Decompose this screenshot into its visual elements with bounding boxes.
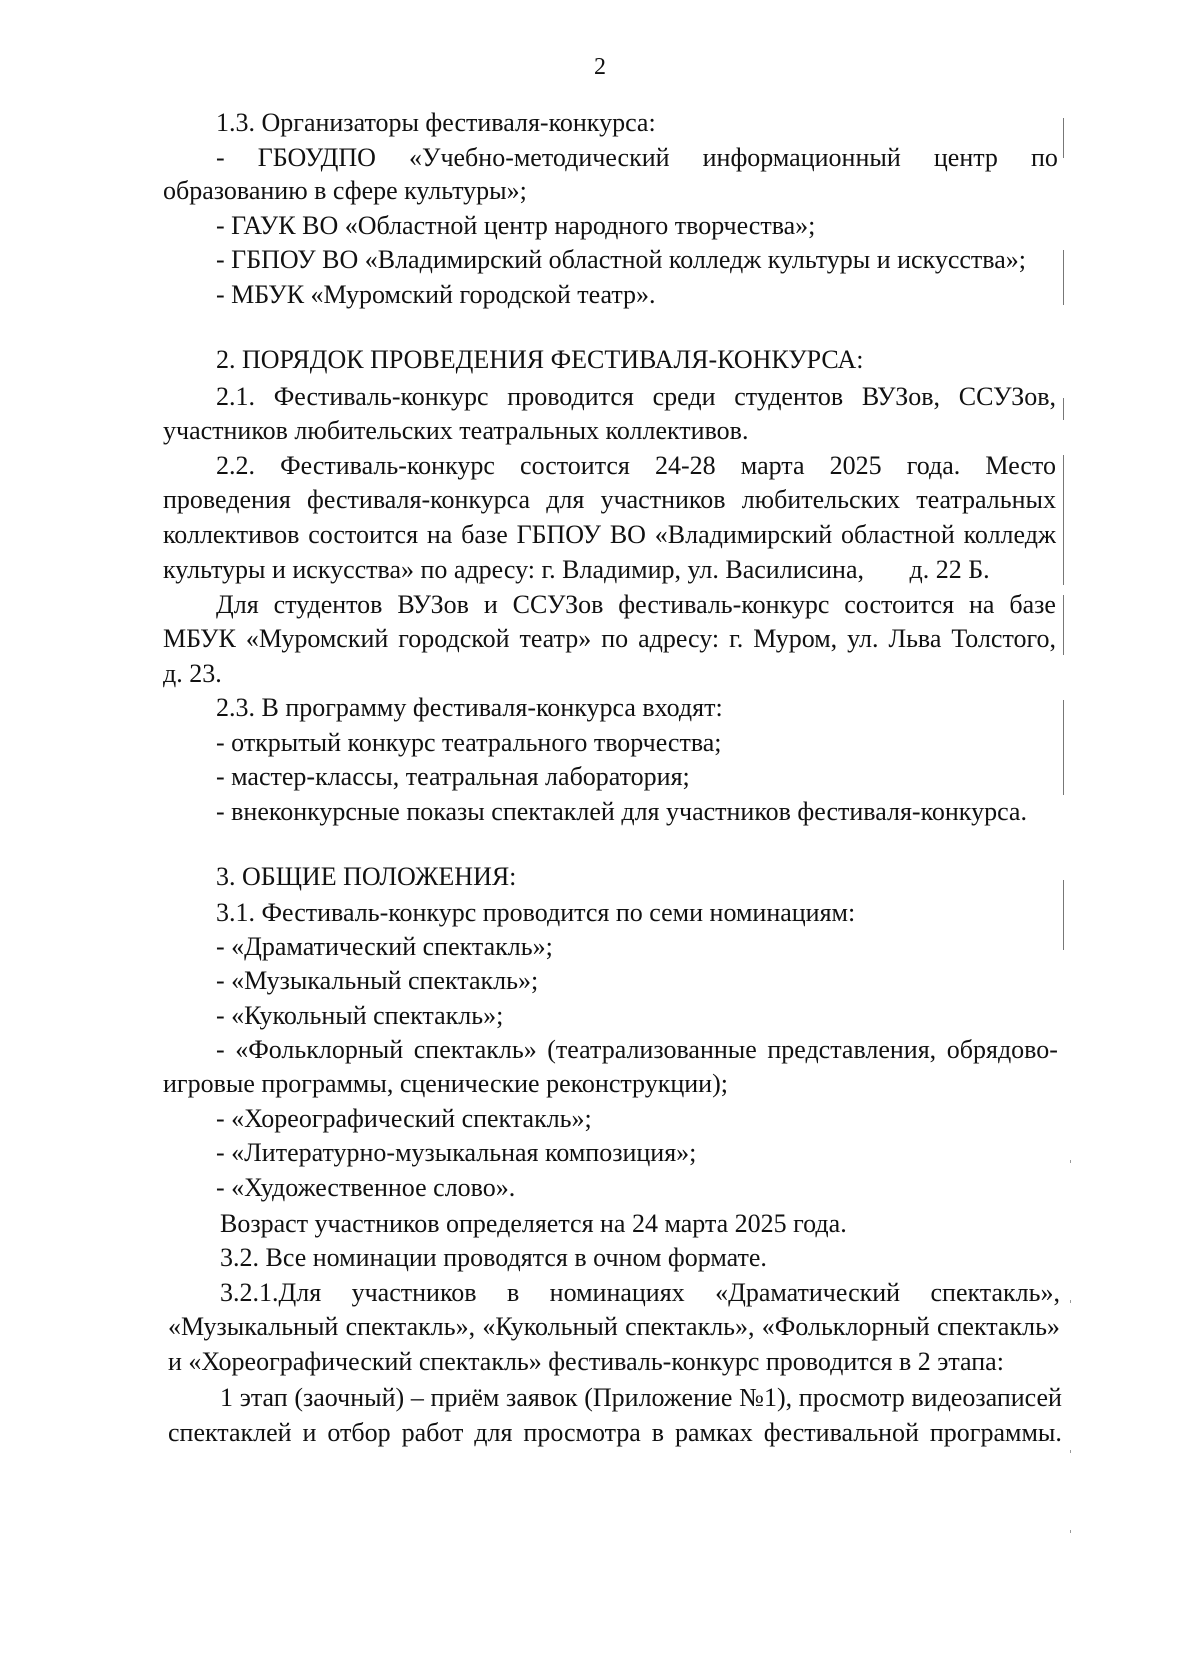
paragraph-3-2-1-line-1	[220, 1278, 1060, 1308]
word: Муром,	[753, 624, 838, 653]
word: фестивальной	[763, 1418, 919, 1447]
word: Место	[985, 451, 1056, 480]
nomination-4-line-1	[216, 1035, 1058, 1065]
paragraph-2-1-line-2: участников любительских театральных коллективов.	[163, 416, 749, 445]
word: (Приложение	[584, 1383, 733, 1412]
stage-1-line-2	[168, 1418, 1062, 1448]
word: в	[506, 1278, 520, 1307]
word: спектакль»	[413, 1035, 537, 1064]
scan-edge-mark	[1063, 595, 1064, 655]
scan-edge-mark	[1063, 455, 1064, 585]
word: рамках	[675, 1418, 753, 1447]
word: (театрализованные	[547, 1035, 757, 1064]
word: и	[302, 1418, 317, 1447]
word: ГБОУДПО	[257, 143, 376, 172]
word: ССУЗов,	[958, 382, 1056, 411]
word: «Учебно-методический	[409, 143, 670, 172]
word: –	[410, 1383, 424, 1412]
word: фестиваля-конкурса	[306, 485, 531, 514]
word: проведения	[163, 485, 291, 514]
word: состоится	[844, 590, 955, 619]
word: -	[216, 1035, 225, 1064]
word: состоится	[308, 520, 419, 549]
word: ВО	[609, 520, 646, 549]
word: 1	[220, 1383, 233, 1412]
word: адресу:	[638, 624, 720, 653]
word: представления,	[767, 1035, 937, 1064]
word: и	[483, 590, 498, 619]
word: «Музыкальный	[168, 1312, 339, 1341]
word: спектакль»	[936, 1312, 1060, 1341]
scan-edge-mark	[1063, 398, 1064, 420]
paragraph-2-2b-line-2	[163, 624, 1056, 654]
word: студентов	[273, 590, 383, 619]
word: программы.	[929, 1418, 1062, 1447]
program-item-1: - открытый конкурс театрального творчества;	[216, 728, 722, 757]
paragraph-2-2b-line-1	[216, 590, 1056, 620]
word: ул.	[847, 624, 879, 653]
organizer-1-continuation: образованию в сфере культуры»;	[163, 176, 527, 205]
program-item-2: - мастер-классы, театральная лаборатория;	[216, 762, 690, 791]
word: театральных	[916, 485, 1056, 514]
word: Льва	[888, 624, 942, 653]
word: по	[1031, 143, 1058, 172]
nomination-1: - «Драматический спектакль»;	[216, 932, 553, 961]
paragraph-2-2-line-3	[163, 520, 1056, 550]
paragraph-3-2-1-line-3: и «Хореографический спектакль» фестиваль-конкурс проводится в 2 этапа:	[168, 1347, 1004, 1376]
scan-speck	[1070, 1450, 1071, 1453]
word: «Фольклорный	[235, 1035, 404, 1064]
section-3-heading: 3. ОБЩИЕ ПОЛОЖЕНИЯ:	[216, 862, 517, 891]
word: приём	[430, 1383, 500, 1412]
word: в	[651, 1418, 665, 1447]
nomination-2: - «Музыкальный спектакль»;	[216, 966, 539, 995]
word: «Фольклорный	[761, 1312, 930, 1341]
word: ГБПОУ	[516, 520, 602, 549]
word: «Муромский	[245, 624, 389, 653]
word: (заочный)	[294, 1383, 405, 1412]
word: ВУЗов,	[861, 382, 941, 411]
word: для	[546, 485, 585, 514]
word: по	[601, 624, 629, 653]
scan-edge-mark	[1063, 118, 1064, 158]
word: на	[426, 520, 453, 549]
word: 24-28	[655, 451, 716, 480]
paragraph-2-2-line-4: культуры и искусства» по адресу: г. Владимир, ул. Василисина, д. 22 Б.	[163, 555, 990, 584]
word: спектакль»,	[625, 1312, 755, 1341]
page-number: 2	[594, 54, 606, 80]
nomination-4-line-2: игровые программы, сценические реконструкции);	[163, 1069, 728, 1098]
word: отбор	[327, 1418, 391, 1447]
word: «Драматический	[715, 1278, 901, 1307]
word: спектакль»,	[345, 1312, 476, 1341]
stage-1-line-1	[220, 1383, 1062, 1413]
word: участников	[351, 1278, 477, 1307]
paragraph-3-1: 3.1. Фестиваль-конкурс проводится по семи номинациям:	[216, 898, 856, 927]
word: МБУК	[163, 624, 236, 653]
nomination-7: - «Художественное слово».	[216, 1173, 516, 1202]
age-note: Возраст участников определяется на 24 марта 2025 года.	[220, 1209, 847, 1238]
paragraph-2-1-line-1	[216, 382, 1056, 412]
paragraph-2-3: 2.3. В программу фестиваля-конкурса входят:	[216, 693, 723, 722]
word: базе	[1009, 590, 1056, 619]
word: на	[968, 590, 995, 619]
word: колледж	[963, 520, 1056, 549]
word: номинациях	[549, 1278, 685, 1307]
word: г.	[729, 624, 744, 653]
nomination-5: - «Хореографический спектакль»;	[216, 1104, 592, 1133]
scan-speck	[1070, 1300, 1071, 1303]
word: среди	[652, 382, 716, 411]
paragraph-3-2-1-line-2	[168, 1312, 1060, 1342]
word: коллективов	[163, 520, 300, 549]
program-item-3: - внеконкурсные показы спектаклей для участников фестиваля-конкурса.	[216, 797, 1027, 826]
paragraph-2-2b-line-3: д. 23.	[163, 659, 222, 688]
word: фестиваль-конкурс	[618, 590, 830, 619]
word: спектаклей	[168, 1418, 292, 1447]
nomination-3: - «Кукольный спектакль»;	[216, 1001, 504, 1030]
organizer-4: - МБУК «Муромский городской театр».	[216, 280, 656, 309]
word: работ	[401, 1418, 464, 1447]
word: областной	[840, 520, 955, 549]
word: видеозаписей	[911, 1383, 1062, 1412]
paragraph-3-2: 3.2. Все номинации проводятся в очном формате.	[220, 1243, 767, 1272]
word: любительских	[741, 485, 901, 514]
word: театр»	[519, 624, 592, 653]
word: центр	[933, 143, 998, 172]
word: ССУЗов	[512, 590, 604, 619]
word: Толстого,	[951, 624, 1056, 653]
word: студентов	[734, 382, 844, 411]
word: проводится	[507, 382, 634, 411]
word: «Владимирский	[654, 520, 833, 549]
word: года.	[906, 451, 961, 480]
scan-edge-mark	[1063, 700, 1064, 795]
word: состоится	[520, 451, 630, 480]
word: этап	[239, 1383, 288, 1412]
nomination-6: - «Литературно-музыкальная композиция»;	[216, 1138, 697, 1167]
scan-edge-mark	[1063, 250, 1064, 305]
word: №1),	[739, 1383, 793, 1412]
section-2-heading: 2. ПОРЯДОК ПРОВЕДЕНИЯ ФЕСТИВАЛЯ-КОНКУРСА:	[216, 345, 864, 374]
word: базе	[461, 520, 508, 549]
organizer-1-line	[216, 143, 1058, 173]
word: для	[474, 1418, 513, 1447]
paragraph-2-2-line-1	[216, 451, 1056, 481]
word: обрядово-	[946, 1035, 1058, 1064]
word: 2.2.	[216, 451, 255, 480]
word: ВУЗов	[397, 590, 469, 619]
section-1-3-title: 1.3. Организаторы фестиваля-конкурса:	[216, 108, 656, 137]
organizer-3: - ГБПОУ ВО «Владимирский областной колледж культуры и искусства»;	[216, 245, 1026, 274]
word: 3.2.1.Для	[220, 1278, 322, 1307]
word: информационный	[702, 143, 901, 172]
word: спектакль»,	[930, 1278, 1060, 1307]
scan-edge-mark	[1063, 880, 1064, 950]
word: просмотра	[523, 1418, 641, 1447]
word: участников	[600, 485, 726, 514]
paragraph-2-2-line-2	[163, 485, 1056, 515]
word: городской	[398, 624, 510, 653]
word: Для	[216, 590, 259, 619]
word: 2.1.	[216, 382, 255, 411]
organizer-2: - ГАУК ВО «Областной центр народного творчества»;	[216, 211, 816, 240]
scan-speck	[1070, 1160, 1071, 1163]
word: марта	[740, 451, 805, 480]
word: просмотр	[798, 1383, 905, 1412]
word: Фестиваль-конкурс	[280, 451, 495, 480]
word: 2025	[829, 451, 882, 480]
word: «Кукольный	[482, 1312, 618, 1341]
scan-speck	[1070, 1530, 1071, 1533]
word: -	[216, 143, 225, 172]
word: Фестиваль-конкурс	[273, 382, 489, 411]
word: заявок	[506, 1383, 578, 1412]
